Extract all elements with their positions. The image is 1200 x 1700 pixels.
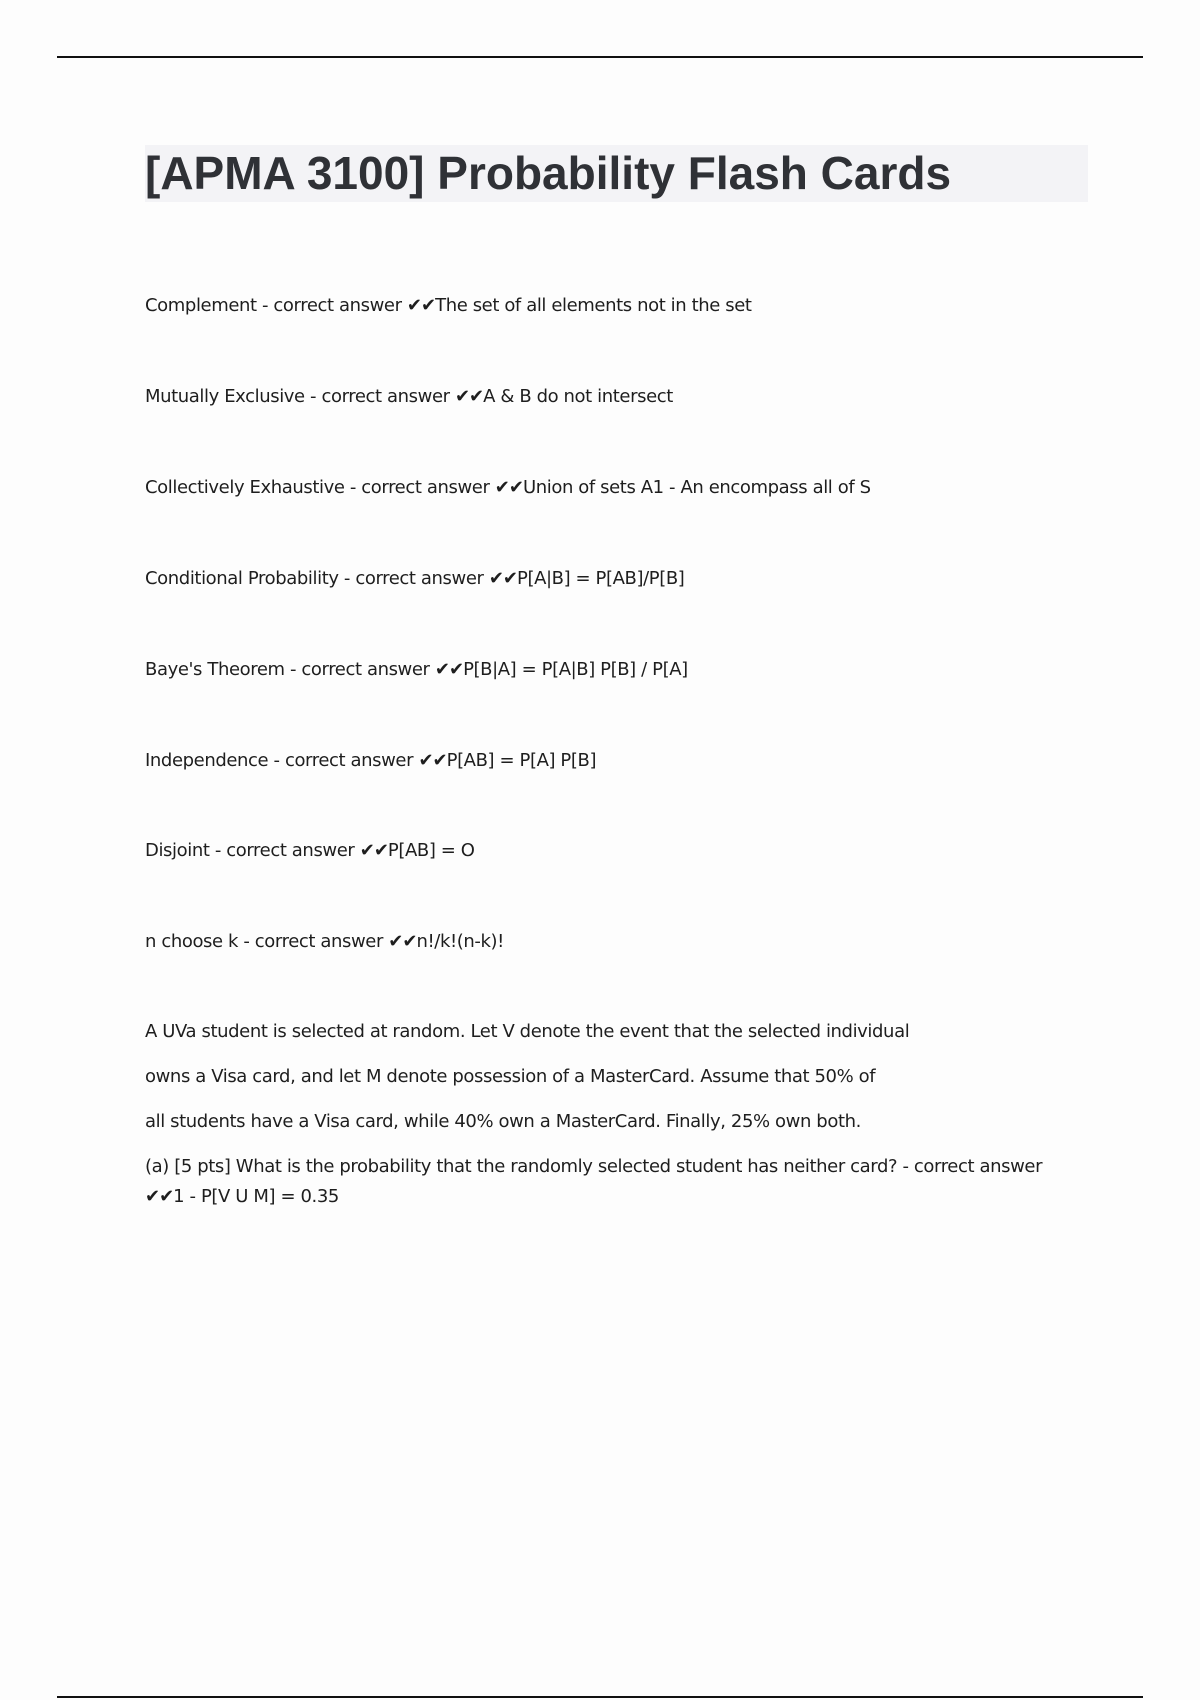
flash-card [145, 384, 673, 410]
flash-card [145, 657, 688, 683]
check-icon: ✔✔ [388, 931, 417, 952]
card-term: Baye's Theorem - correct answer [145, 659, 435, 680]
flash-card [145, 566, 684, 592]
question-block [145, 1017, 1085, 1212]
check-icon: ✔✔ [488, 568, 517, 589]
page-title: [APMA 3100] Probability Flash Cards [145, 147, 952, 199]
check-icon: ✔✔ [418, 750, 447, 771]
card-term: n choose k - correct answer [145, 931, 389, 952]
check-icon: ✔✔ [494, 477, 523, 498]
card-answer: P[AB] = O [387, 840, 475, 861]
question-line: owns a Visa card, and let M denote possession of a MasterCard. Assume that 50% of [145, 1066, 876, 1087]
card-term: Disjoint - correct answer [145, 840, 360, 861]
flash-card [145, 475, 871, 501]
question-part-a [145, 1152, 1085, 1212]
check-icon: ✔✔ [359, 840, 388, 861]
card-term: Collectively Exhaustive - correct answer [145, 477, 495, 498]
question-line: all students have a Visa card, while 40% own a MasterCard. Finally, 25% own both. [145, 1111, 861, 1132]
card-answer: n!/k!(n-k)! [416, 931, 504, 952]
flash-card [145, 293, 752, 319]
flash-card [145, 929, 504, 955]
card-answer: The set of all elements not in the set [435, 295, 752, 316]
card-term: Complement - correct answer [145, 295, 407, 316]
card-answer: P[A|B] = P[AB]/P[B] [517, 568, 685, 589]
card-term: Conditional Probability - correct answer [145, 568, 489, 589]
top-rule [57, 56, 1143, 58]
check-icon: ✔✔ [454, 386, 484, 407]
question-line: A UVa student is selected at random. Let V denote the event that the selected individual [145, 1021, 910, 1042]
question-answer: 1 - P[V U M] = 0.35 [173, 1186, 339, 1207]
card-answer: A & B do not intersect [483, 386, 673, 407]
card-term: Mutually Exclusive - correct answer [145, 386, 455, 407]
question-part-a-text: (a) [5 pts] What is the probability that the randomly selected student has neither card? - correct answer [145, 1156, 1043, 1177]
check-icon: ✔✔ [406, 295, 436, 316]
check-icon: ✔✔ [145, 1186, 174, 1207]
flash-card [145, 838, 475, 864]
card-answer: Union of sets A1 - An encompass all of S [522, 477, 871, 498]
card-answer: P[AB] = P[A] P[B] [446, 750, 597, 771]
check-icon: ✔✔ [434, 659, 464, 680]
flash-card [145, 748, 596, 774]
bottom-rule [57, 1696, 1143, 1698]
card-term: Independence - correct answer [145, 750, 419, 771]
card-answer: P[B|A] = P[A|B] P[B] / P[A] [463, 659, 688, 680]
